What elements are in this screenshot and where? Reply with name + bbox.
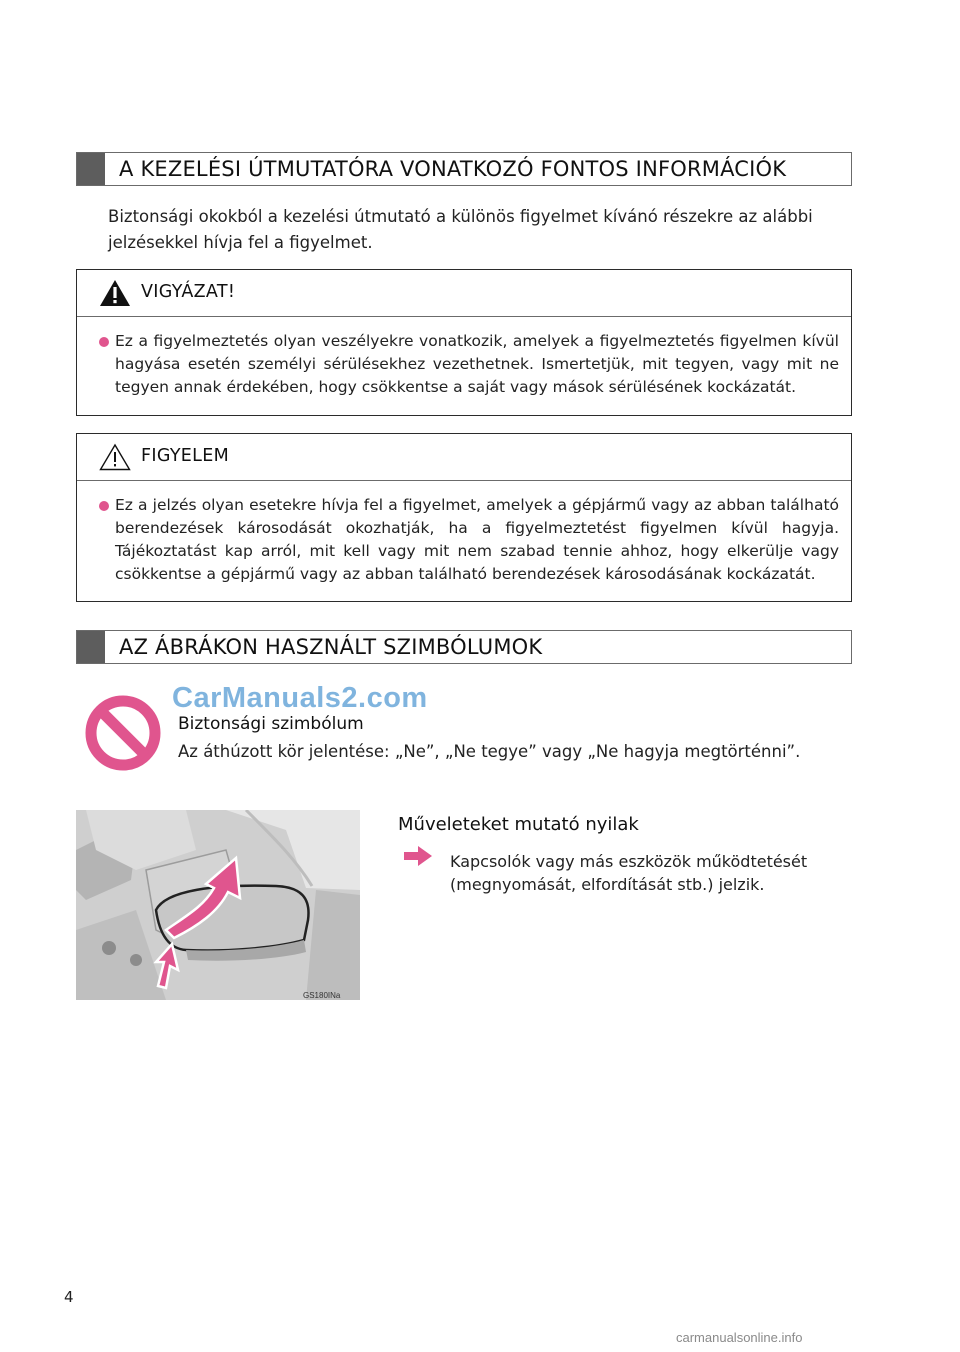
notice-body xyxy=(77,481,851,596)
safety-symbol-title: Biztonsági szimbólum xyxy=(178,714,364,734)
armrest-illustration xyxy=(76,810,360,1000)
intro-paragraph: Biztonsági okokból a kezelési útmutató a különös figyelmet kívánó részekre az alábbi jelzésekkel hívja fel a figyelmet. xyxy=(108,207,813,252)
footer-watermark: carmanualsonline.info xyxy=(676,1330,803,1345)
section-title: A KEZELÉSI ÚTMUTATÓRA VONATKOZÓ FONTOS INFORMÁCIÓK xyxy=(119,157,787,181)
notice-label: FIGYELEM xyxy=(141,446,229,466)
section-title: AZ ÁBRÁKON HASZNÁLT SZIMBÓLUMOK xyxy=(119,635,543,659)
notice-header xyxy=(77,434,851,481)
caution-box xyxy=(76,269,852,416)
caution-label: VIGYÁZAT! xyxy=(141,282,236,302)
watermark: CarManuals2.com xyxy=(172,682,428,714)
warning-triangle-icon xyxy=(99,279,131,307)
section-header-tab xyxy=(77,153,105,185)
prohibition-icon xyxy=(84,694,162,772)
caution-text: Ez a figyelmeztetés olyan veszélyekre vonatkozik, amelyek a figyelmeztetés figyelmen kívül hagyása esetén személyi sérülésekhez vezethetnek. Ismertetjük, mit tegyen, vagy mit ne tegyen annak érdekében, hogy csökkentse a saját vagy mások sérülésének kockázatát. xyxy=(115,332,839,396)
section-header-tab xyxy=(77,631,105,663)
bullet-icon xyxy=(99,501,109,511)
notice-text: Ez a jelzés olyan esetekre hívja fel a figyelmet, amelyek a gépjármű vagy az abban található berendezések károsodását okozhatják, ha a figyelmeztetést figyelmen kívül hagyja. Tájékoztatást kap arról, mit kell vagy mit nem szabad tennie ahhoz, hogy elkerülje vagy csökkentse a gépjármű vagy az abban található berendezések károsodásának kockázatát. xyxy=(115,496,839,583)
notice-box xyxy=(76,433,852,602)
page-number: 4 xyxy=(64,1288,74,1306)
section-header-symbols xyxy=(76,630,852,664)
caution-header xyxy=(77,270,851,317)
photo-code: GS180INa xyxy=(303,991,341,1000)
section-header-important-info xyxy=(76,152,852,186)
arrows-description: Kapcsolók vagy más eszközök működtetését (megnyomását, elfordítását stb.) jelzik. xyxy=(450,852,808,894)
arrows-title: Műveleteket mutató nyilak xyxy=(398,814,639,835)
right-arrow-icon xyxy=(403,845,433,867)
caution-body xyxy=(77,317,851,409)
bullet-icon xyxy=(99,337,109,347)
armrest-photo xyxy=(76,810,360,1000)
safety-symbol-description: Az áthúzott kör jelentése: „Ne”, „Ne tegye” vagy „Ne hagyja megtörténni”. xyxy=(178,742,801,761)
notice-triangle-icon xyxy=(99,443,131,471)
